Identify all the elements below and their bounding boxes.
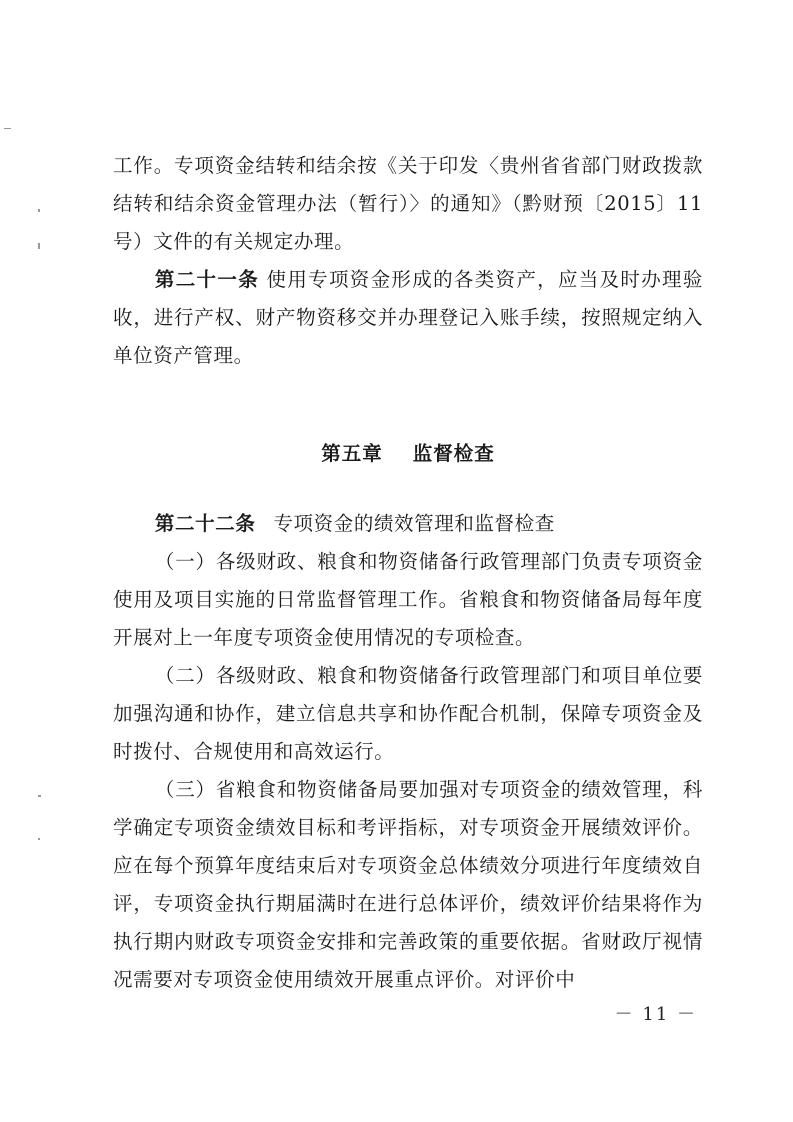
article-22-text: 专项资金的绩效管理和监督检查 xyxy=(273,512,555,535)
chapter-heading xyxy=(113,435,703,473)
item-3: （三）省粮食和物资储备局要加强对专项资金的绩效管理，科学确定专项资金绩效目标和考评指标，对专项资金开展绩效评价。应在每个预算年度结束后对专项资金总体绩效分项进行年度绩效自评，专项资金执行期届满时在进行总体评价，绩效评价结果将作为执行期内财政专项资金安排和完善政策的重要依据。省财政厅视情况需要对专项资金使用绩效开展重点评价。对评价中 xyxy=(113,778,703,991)
scan-mark xyxy=(38,795,41,797)
body-text xyxy=(113,147,703,999)
scan-mark xyxy=(38,209,40,212)
article-22-label: 第二十二条 xyxy=(154,512,256,535)
article-21 xyxy=(113,261,703,375)
article-22 xyxy=(113,505,703,543)
scan-mark xyxy=(38,838,40,840)
item-2: （二）各级财政、粮食和物资储备行政管理部门和项目单位要加强沟通和协作，建立信息共享和协作配合机制，保障专项资金及时拨付、合规使用和高效运行。 xyxy=(113,664,703,763)
scan-mark xyxy=(38,243,40,249)
item-1: （一）各级财政、粮食和物资储备行政管理部门负责专项资金使用及项目实施的日常监督管理工作。省粮食和物资储备局每年度开展对上一年度专项资金使用情况的专项检查。 xyxy=(113,550,703,649)
scan-mark xyxy=(4,128,11,129)
article-21-text: 使用专项资金形成的各类资产，应当及时办理验收，进行产权、财产物资移交并办理登记入账手续，按照规定纳入单位资产管理。 xyxy=(113,268,703,367)
page-number: － 11 － xyxy=(614,1004,697,1025)
chapter-number: 第五章 xyxy=(321,442,383,465)
chapter-title: 监督检查 xyxy=(412,442,495,465)
paragraph-continued: 工作。专项资金结转和结余按《关于印发〈贵州省省部门财政拨款结转和结余资金管理办法（暂行）〉的通知》（黔财预〔2015〕11号）文件的有关规定办理。 xyxy=(113,154,703,253)
article-21-label: 第二十一条 xyxy=(154,268,260,291)
